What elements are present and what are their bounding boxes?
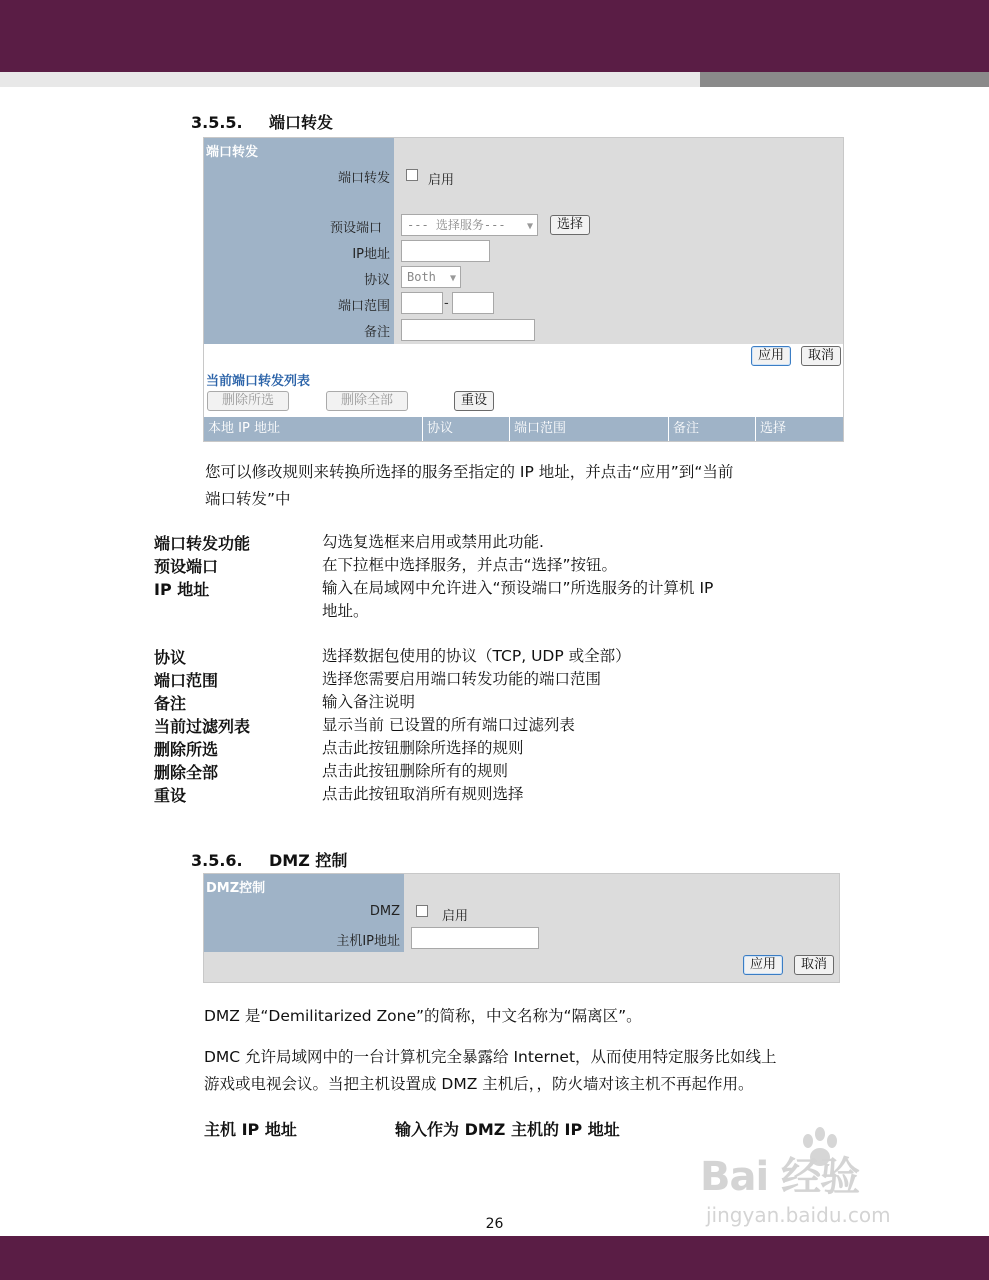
def-desc-filter-list: 显示当前 已设置的所有端口过滤列表 [322,716,575,734]
def-desc-delete-selected: 点击此按钮删除所选择的规则 [322,739,524,757]
header-stripe-dark [700,72,989,87]
port-forward-panel [203,137,844,442]
def-term-ip-address: IP 地址 [154,580,210,599]
def-term-note: 备注 [154,694,187,713]
section-heading-dmz [191,848,347,871]
port-forward-enable-checkbox[interactable] [406,169,418,181]
def-desc-host-ip: 输入作为 DMZ 主机的 IP 地址 [395,1120,620,1139]
enable-label: 启用 [442,909,469,924]
watermark-logo: Bai 经验 [700,1154,860,1200]
table-header-note: 备注 [669,417,756,441]
def-desc-delete-all: 点击此按钮删除所有的规则 [322,762,509,780]
reset-button[interactable]: 重设 [454,391,494,411]
section-title: DMZ 控制 [269,851,348,870]
host-ip-input[interactable] [411,927,539,949]
protocol-select[interactable] [401,266,461,288]
table-header-protocol: 协议 [423,417,510,441]
description-line-1: 您可以修改规则来转换所选择的服务至指定的 IP 地址，并点击“应用”到“当前 [205,463,734,481]
def-desc-ip-address: 输入在局域网中允许进入“预设端口”所选服务的计算机 IP [322,579,714,597]
table-header-local-ip: 本地 IP 地址 [204,417,423,441]
preset-port-select[interactable] [401,214,538,236]
def-term-delete-selected: 删除所选 [154,740,219,759]
apply-button[interactable]: 应用 [743,955,783,975]
section-number: 3.5.5. [191,113,243,132]
header-stripe-light [0,72,700,87]
port-forward-description [205,459,845,513]
def-term-reset: 重设 [154,786,187,805]
port-range-end-input[interactable] [452,292,494,314]
preset-select-value: --- 选择服务--- [407,218,506,232]
panel-title: 端口转发 [206,145,259,160]
enable-label: 启用 [428,173,455,188]
def-term-host-ip: 主机 IP 地址 [204,1120,297,1139]
host-ip-label: 主机IP地址 [336,934,400,949]
description-line-2: 端口转发”中 [205,490,291,508]
delete-all-button[interactable]: 删除全部 [326,391,408,411]
def-desc-reset: 点击此按钮取消所有规则选择 [322,785,524,803]
dmz-description-line-2: 游戏或电视会议。当把主机设置成 DMZ 主机后，，防火墙对该主机不再起作用。 [204,1075,754,1093]
range-dash: - [444,296,449,311]
page-number: 26 [485,1216,504,1232]
footer-bar [0,1236,989,1280]
port-range-start-input[interactable] [401,292,443,314]
def-term-port-range: 端口范围 [154,671,219,690]
cancel-button[interactable]: 取消 [794,955,834,975]
note-label: 备注 [363,325,390,340]
dmz-enable-checkbox[interactable] [416,905,428,917]
select-button[interactable]: 选择 [550,215,590,235]
apply-button[interactable]: 应用 [751,346,791,366]
preset-port-label: 预设端口 [329,221,382,236]
panel-title: DMZ控制 [206,881,266,896]
dmz-panel [203,873,840,983]
def-term-preset-port: 预设端口 [154,557,219,576]
dmz-description-line-1: DMC 允许局域网中的一台计算机完全暴露给 Internet，从而使用特定服务比如线上 [204,1048,777,1066]
def-term-port-forward: 端口转发功能 [154,534,251,553]
ip-address-label: IP地址 [352,247,390,262]
chevron-down-icon: ▼ [449,273,456,284]
protocol-label: 协议 [363,273,390,288]
port-forward-label: 端口转发 [337,171,390,186]
dmz-description [204,1044,844,1098]
port-range-label: 端口范围 [337,299,390,314]
def-desc-port-range: 选择您需要启用端口转发功能的端口范围 [322,670,602,688]
def-term-protocol: 协议 [154,648,187,667]
chevron-down-icon: ▼ [526,221,533,232]
protocol-value: Both [407,270,436,284]
dmz-definition: DMZ 是“Demilitarized Zone”的简称，中文名称为“隔离区”。 [204,1007,642,1025]
def-desc-protocol: 选择数据包使用的协议（TCP, UDP 或全部） [322,647,631,665]
table-header-port-range: 端口范围 [510,417,669,441]
def-desc-ip-address-cont: 地址。 [322,602,369,620]
def-desc-note: 输入备注说明 [322,693,416,711]
def-desc-port-forward: 勾选复选框来启用或禁用此功能. [322,533,544,551]
forward-list-title: 当前端口转发列表 [206,374,311,389]
note-input[interactable] [401,319,535,341]
cancel-button[interactable]: 取消 [801,346,841,366]
section-title: 端口转发 [269,113,334,132]
header-bar [0,0,989,72]
forward-table-header [204,417,843,441]
delete-selected-button[interactable]: 删除所选 [207,391,289,411]
section-heading-port-forward [191,110,333,133]
table-header-select: 选择 [760,421,787,436]
def-desc-preset-port: 在下拉框中选择服务，并点击“选择”按钮。 [322,556,618,574]
def-term-delete-all: 删除全部 [154,763,219,782]
def-term-filter-list: 当前过滤列表 [154,717,251,736]
dmz-label: DMZ [369,904,400,919]
section-number: 3.5.6. [191,851,243,870]
watermark-url: jingyan.baidu.com [706,1203,891,1227]
ip-address-input[interactable] [401,240,490,262]
